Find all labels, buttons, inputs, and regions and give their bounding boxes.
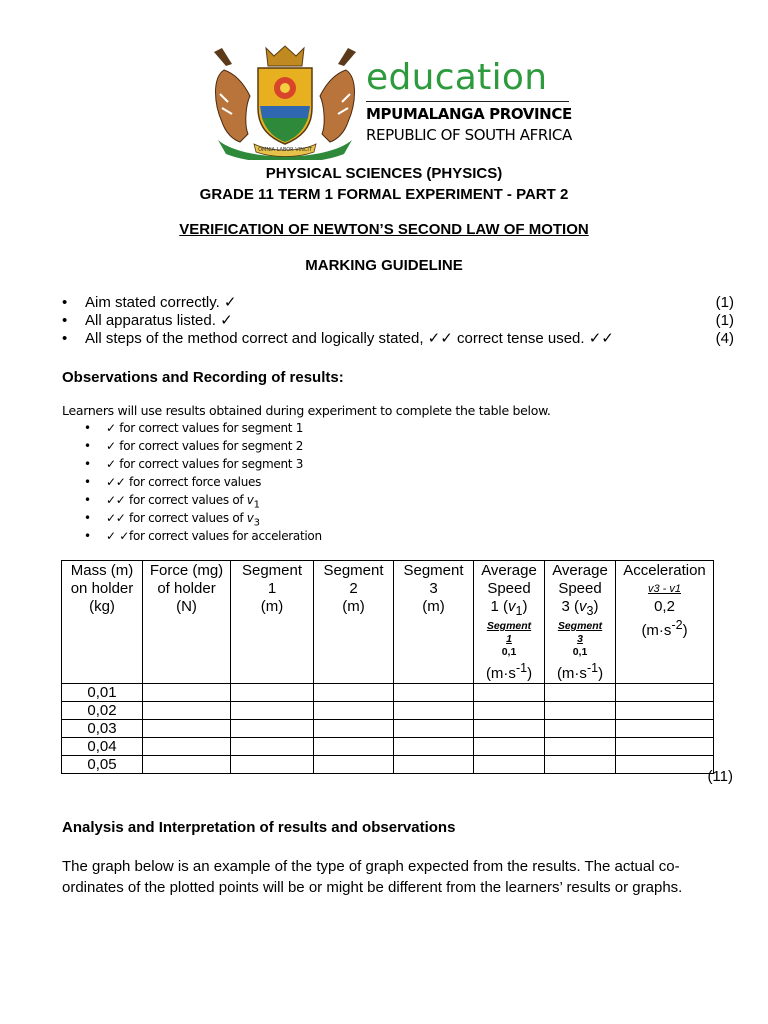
table-row xyxy=(62,720,714,738)
list-item-text: ✓ for correct values for segment 3 xyxy=(106,457,304,471)
bullet-icon: • xyxy=(84,439,91,453)
mass-cell: 0,04 xyxy=(62,738,143,756)
bullet-icon: • xyxy=(84,457,91,471)
criteria-text: All apparatus listed. ✓ xyxy=(85,312,233,329)
header-seg1: Segment 1 (m) xyxy=(231,561,314,684)
header-force: Force (mg) of holder (N) xyxy=(143,561,231,684)
crest-motto: OMNIA LABOR VINCIT xyxy=(258,147,312,153)
criteria-item xyxy=(62,330,734,348)
list-item-text: ✓✓ for correct values of xyxy=(106,511,247,525)
analysis-paragraph: The graph below is an example of the type of graph expected from the results. The actual co-ordinates of the plotted points will be or might be different from the learners’ results or graphs. xyxy=(62,858,683,896)
table-row xyxy=(62,702,714,720)
observations-heading: Observations and Recording of results: xyxy=(62,369,344,386)
criteria-text: Aim stated correctly. ✓ xyxy=(85,294,237,311)
criteria-item xyxy=(62,312,734,330)
bullet-icon: • xyxy=(84,529,91,543)
table-header-row xyxy=(62,561,714,684)
guideline-title: MARKING GUIDELINE xyxy=(305,257,463,274)
experiment-title: VERIFICATION OF NEWTON’S SECOND LAW OF MOTION xyxy=(179,221,589,238)
criteria-list xyxy=(62,294,734,348)
v1-symbol: v xyxy=(246,493,254,507)
header-acceleration: Acceleration v3 - v1 0,2 $(m\cdot s^{-2})$ xyxy=(616,561,714,684)
table-row xyxy=(62,756,714,774)
header-avg-speed-3: Average Speed 3 $(v_3)$ Segment 3 0,1 $(m\cdot s^{-1})$ xyxy=(545,561,616,684)
bullet-icon: • xyxy=(62,330,68,347)
bullet-icon: • xyxy=(62,294,68,311)
criteria-marks: (4) xyxy=(715,330,734,347)
v3-symbol: v xyxy=(246,511,254,525)
header-seg3: Segment 3 (m) xyxy=(394,561,474,684)
logo-divider xyxy=(366,101,569,102)
bullet-icon: • xyxy=(84,511,91,525)
list-item-text: ✓ for correct values for segment 2 xyxy=(106,439,304,453)
header-mass: Mass (m) on holder (kg) xyxy=(62,561,143,684)
coat-of-arms-logo xyxy=(204,44,366,160)
criteria-marks: (1) xyxy=(715,312,734,329)
grade-title: GRADE 11 TERM 1 FORMAL EXPERIMENT - PART 2 xyxy=(199,186,569,203)
list-item-text: ✓✓ for correct values of xyxy=(106,493,247,507)
table-marks: (11) xyxy=(707,768,733,785)
bullet-icon: • xyxy=(62,312,68,329)
results-table xyxy=(61,560,714,774)
analysis-heading: Analysis and Interpretation of results and observations xyxy=(62,819,456,836)
bullet-icon: • xyxy=(84,493,91,507)
table-row xyxy=(62,738,714,756)
bullet-icon: • xyxy=(84,475,91,489)
observations-intro: Learners will use results obtained during experiment to complete the table below. xyxy=(62,403,551,418)
bullet-icon: • xyxy=(84,421,91,435)
table-row xyxy=(62,684,714,702)
v3-subscript: 3 xyxy=(253,517,260,529)
mass-cell: 0,05 xyxy=(62,756,143,774)
criteria-text: All steps of the method correct and logically stated, ✓✓ correct tense used. ✓✓ xyxy=(85,330,614,347)
logo-republic: REPUBLIC OF SOUTH AFRICA xyxy=(366,126,572,144)
list-item-text: ✓ for correct values for segment 1 xyxy=(106,421,304,435)
header-avg-speed-1: Average Speed 1 $(v_1)$ Segment 1 0,1 $(m\cdot s^{-1})$ xyxy=(474,561,545,684)
mass-cell: 0,01 xyxy=(62,684,143,702)
logo-province: MPUMALANGA PROVINCE xyxy=(366,105,572,123)
criteria-item xyxy=(62,294,734,312)
mass-cell: 0,03 xyxy=(62,720,143,738)
logo-wordmark: education xyxy=(366,57,548,98)
v1-subscript: 1 xyxy=(253,499,260,511)
mass-cell: 0,02 xyxy=(62,702,143,720)
criteria-marks: (1) xyxy=(715,294,734,311)
header-seg2: Segment 2 (m) xyxy=(314,561,394,684)
subject-title: PHYSICAL SCIENCES (PHYSICS) xyxy=(265,165,503,182)
list-item-text: ✓✓ for correct force values xyxy=(106,475,262,489)
list-item-text: ✓ ✓for correct values for acceleration xyxy=(106,529,322,543)
